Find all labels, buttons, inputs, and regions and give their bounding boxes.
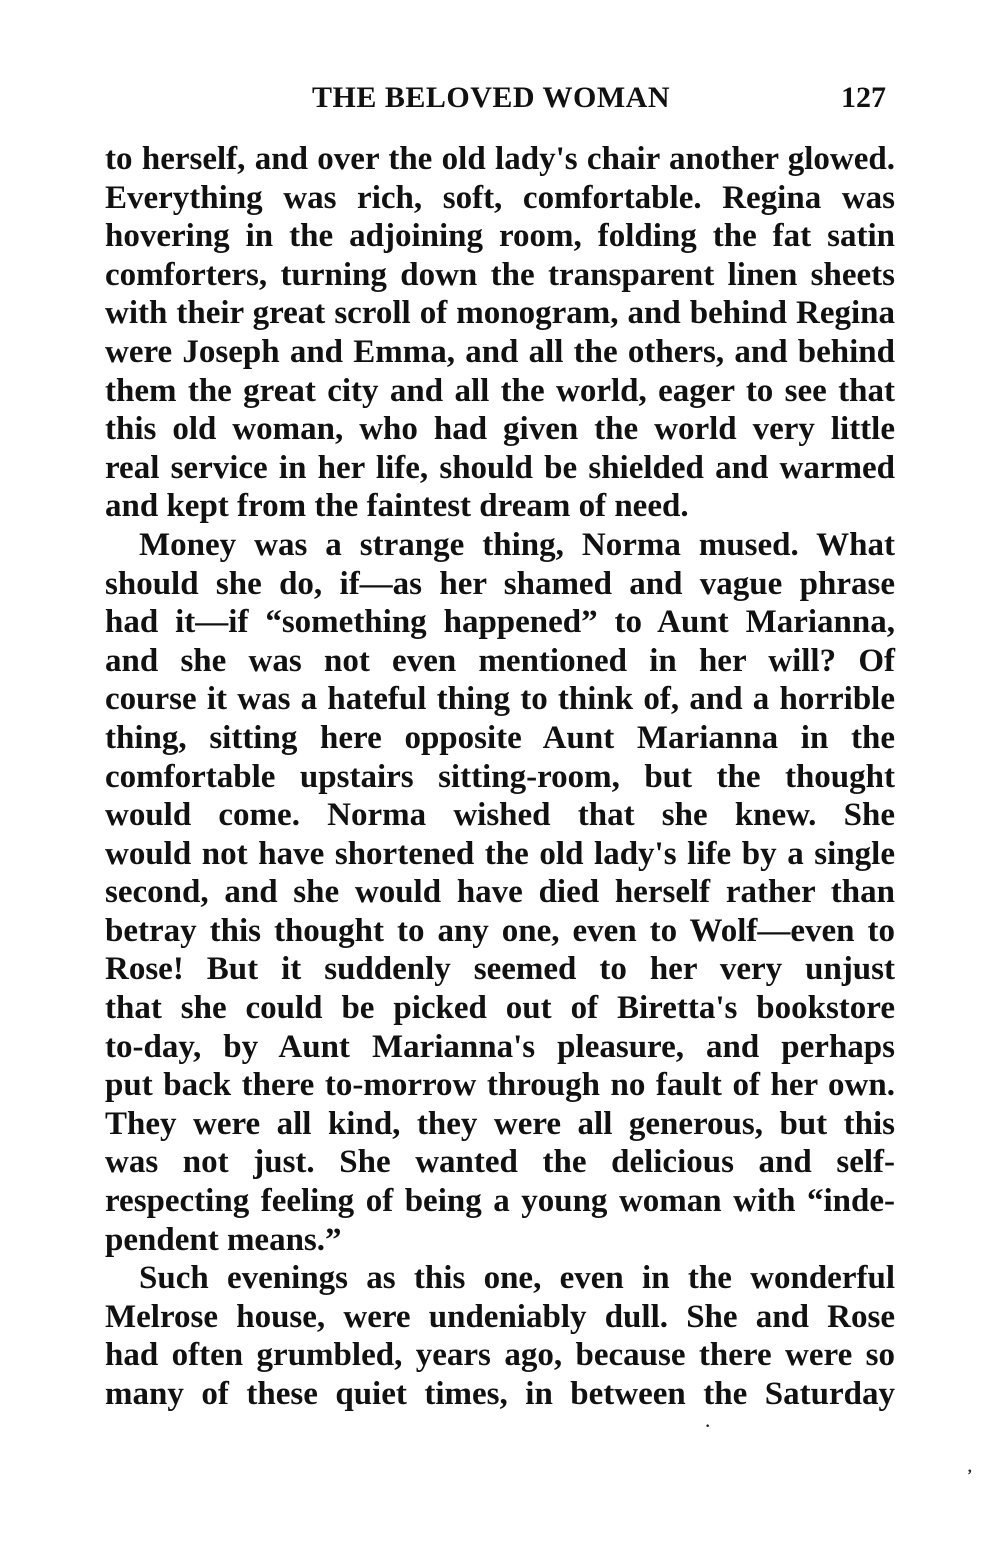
text-line: should she do, if—as her shamed and vague phrase xyxy=(105,565,895,602)
text-line: real service in her life, should be shielded and warmed xyxy=(105,449,895,486)
text-line: and she was not even mentioned in her will? Of xyxy=(105,642,895,679)
text-line: would not have shortened the old lady's life by a single xyxy=(105,835,895,872)
text-line: and kept from the faintest dream of need. xyxy=(105,488,689,525)
text-line: would come. Norma wished that she knew. She xyxy=(105,797,895,834)
text-line: to herself, and over the old lady's chair another glowed. xyxy=(105,141,895,177)
text-line: was not just. She wanted the delicious and self- xyxy=(105,1144,895,1181)
text-line: had often grumbled, years ago, because there were so xyxy=(105,1337,895,1374)
text-line: that she could be picked out of Biretta's bookstore xyxy=(105,990,895,1027)
text-line: comfortable upstairs sitting-room, but the thought xyxy=(105,758,895,795)
text-line: Such evenings as this one, even in the wonderful xyxy=(139,1260,895,1297)
text-line: put back there to-morrow through no fault of her own. xyxy=(105,1067,895,1104)
text-line: with their great scroll of monogram, and behind Regina xyxy=(105,295,895,332)
print-speck: · xyxy=(705,1418,711,1435)
text-line: Melrose house, were undeniably dull. She and Rose xyxy=(105,1298,895,1335)
text-line: were Joseph and Emma, and all the others, and behind xyxy=(105,333,895,370)
running-head-title: THE BELOVED WOMAN xyxy=(312,81,670,114)
text-line: second, and she would have died herself rather than xyxy=(105,874,895,911)
text-line: Everything was rich, soft, comfortable. Regina was xyxy=(105,179,895,216)
text-line: this old woman, who had given the world very little xyxy=(105,411,895,448)
text-line: betray this thought to any one, even to Wolf—even to xyxy=(105,912,895,949)
text-line: Money was a strange thing, Norma mused. What xyxy=(139,526,895,563)
text-line: course it was a hateful thing to think of, and a horrible xyxy=(105,681,895,718)
text-line: thing, sitting here opposite Aunt Marianna in the xyxy=(105,719,895,756)
text-line: respecting feeling of being a young woman with “inde- xyxy=(105,1183,895,1220)
text-line: had it—if “something happened” to Aunt Marianna, xyxy=(105,604,895,641)
text-line: them the great city and all the world, eager to see that xyxy=(105,372,895,409)
text-line: to-day, by Aunt Marianna's pleasure, and perhaps xyxy=(105,1028,895,1065)
text-line: comforters, turning down the transparent linen sheets xyxy=(105,256,895,293)
text-line: They were all kind, they were all generous, but this xyxy=(105,1105,895,1142)
print-speck: ’ xyxy=(967,1467,973,1484)
text-line: Rose! But it suddenly seemed to her very unjust xyxy=(105,951,895,988)
page-number: 127 xyxy=(841,81,886,114)
text-line: many of these quiet times, in between the Saturday xyxy=(105,1376,895,1412)
body-text xyxy=(105,140,895,1414)
text-line: pendent means.” xyxy=(105,1221,342,1258)
text-line: hovering in the adjoining room, folding the fat satin xyxy=(105,218,895,255)
